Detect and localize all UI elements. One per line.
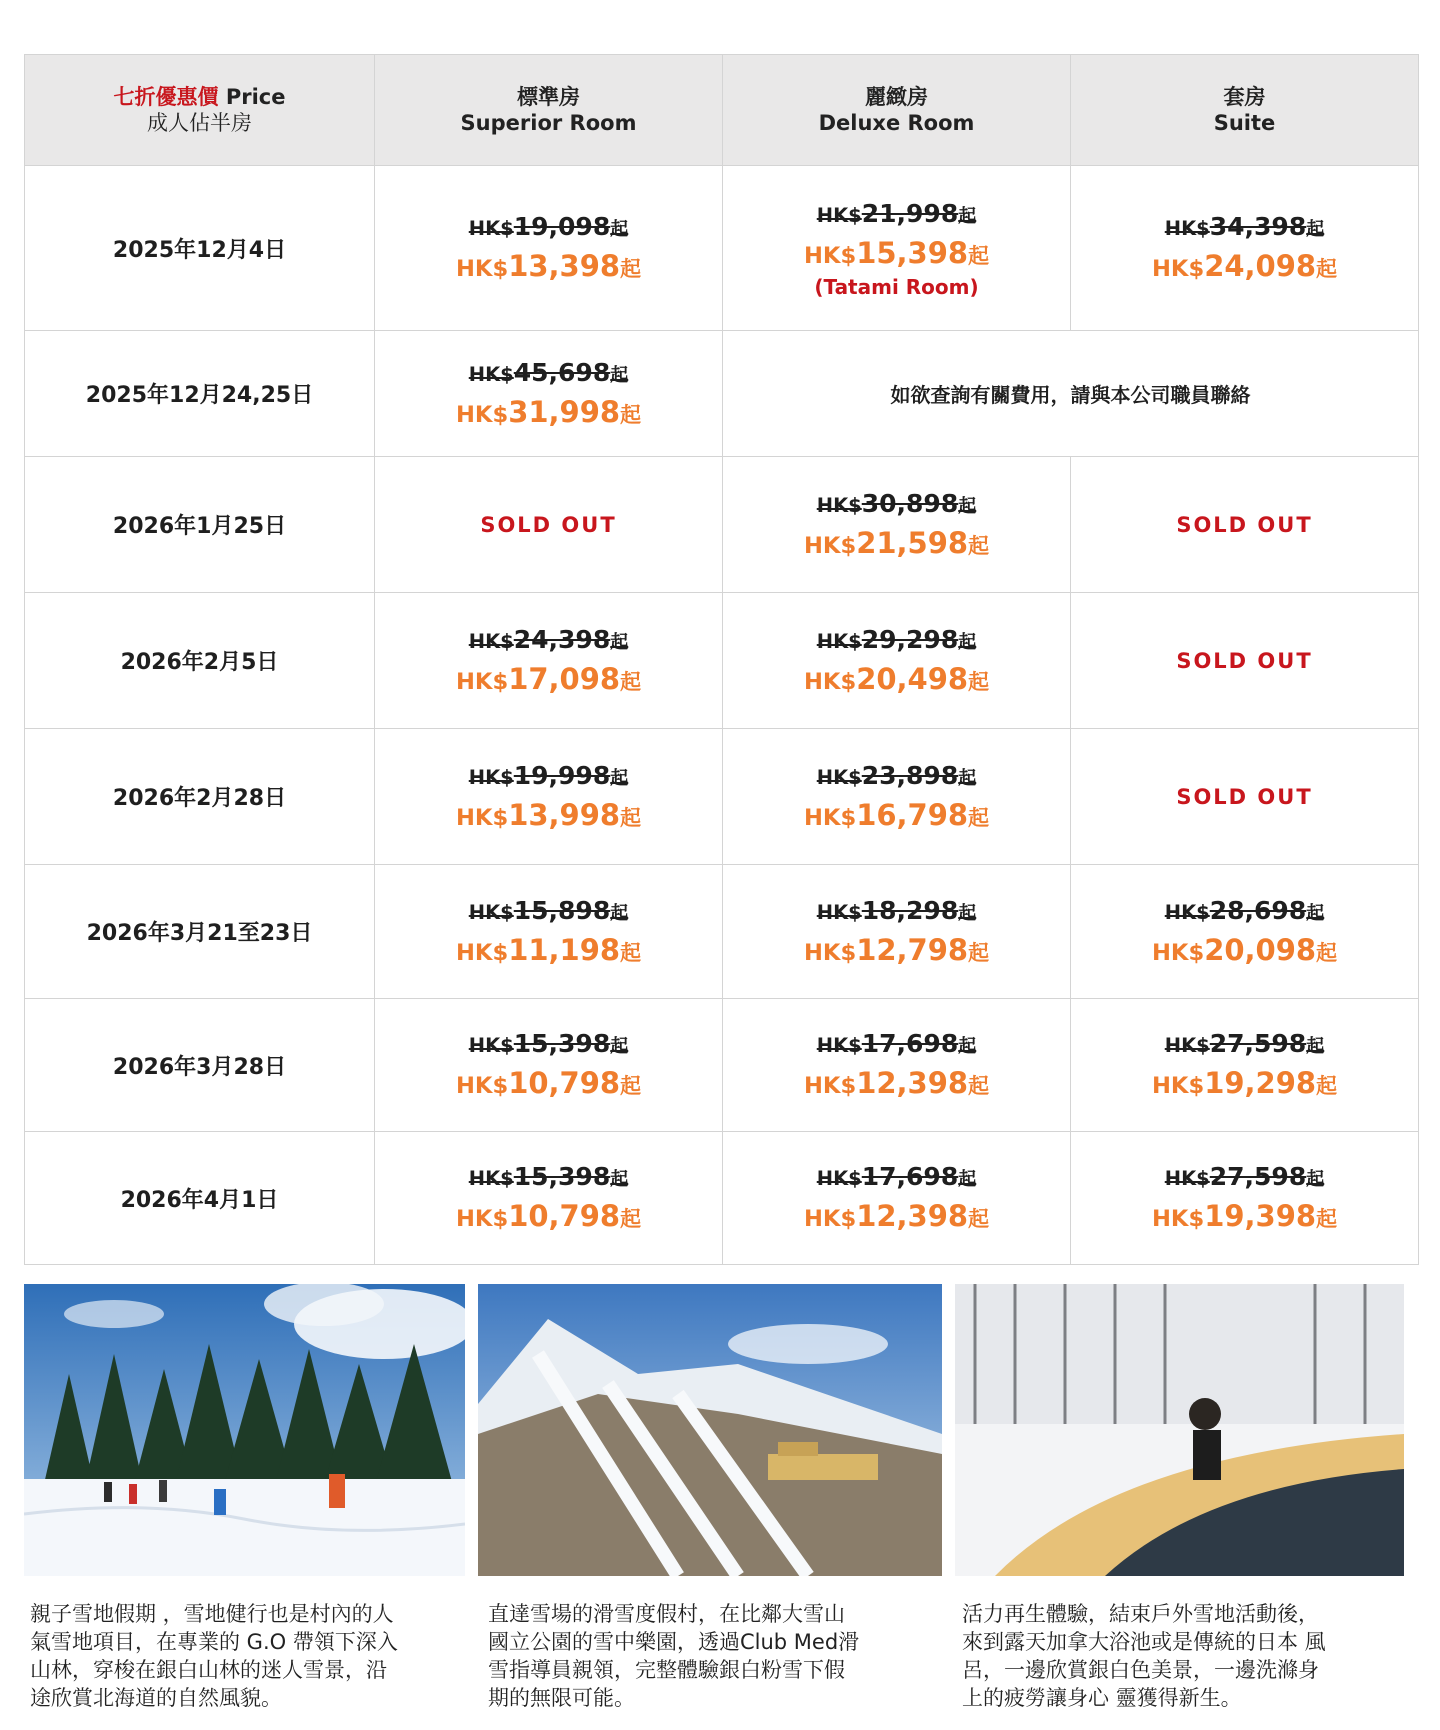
date-cell: 2026年1月25日 (25, 457, 375, 593)
price-cell-deluxe (723, 166, 1071, 331)
room-name-en: Superior Room (460, 111, 637, 135)
price-table (24, 54, 1419, 1265)
original-price: HK$23,898起 (816, 760, 977, 790)
date-cell: 2026年3月28日 (25, 999, 375, 1132)
caption-line: 來到露天加拿大浴池或是傳統的日本 風 (962, 1630, 1326, 1654)
caption-line: 山林，穿梭在銀白山林的迷人雪景，沿 (30, 1658, 387, 1682)
hot-tub-illustration (955, 1284, 1404, 1576)
original-price: HK$15,398起 (468, 1029, 629, 1058)
price-sub-label: 成人佔半房 (147, 111, 252, 135)
price-cell-suite (1071, 999, 1419, 1132)
discount-price: HK$15,398起 (804, 236, 989, 270)
price-cell-deluxe (723, 593, 1071, 729)
discount-price: HK$19,298起 (1152, 1066, 1337, 1100)
original-price: HK$17,698起 (816, 1029, 977, 1058)
caption-line: 親子雪地假期 ，雪地健行也是村內的人 (30, 1602, 394, 1626)
original-price: HK$34,398起 (1164, 212, 1325, 241)
price-cell-superior (375, 729, 723, 865)
original-price: HK$21,998起 (816, 199, 977, 228)
sold-out-label: SOLD OUT (480, 512, 617, 537)
ski-resort-caption (488, 1600, 928, 1712)
original-price: HK$19,998起 (468, 760, 629, 790)
price-cell-suite (1071, 593, 1419, 729)
date-cell: 2026年3月21至23日 (25, 865, 375, 999)
discount-price: HK$13,998起 (456, 797, 641, 832)
discount-price: HK$31,998起 (456, 394, 641, 429)
discount-price: HK$20,098起 (1152, 932, 1337, 967)
sold-out-label: SOLD OUT (1176, 784, 1313, 809)
original-price: HK$29,298起 (816, 624, 977, 654)
price-cell-superior (375, 865, 723, 999)
header-price-label (25, 55, 375, 166)
room-note: (Tatami Room) (814, 275, 979, 299)
price-cell-deluxe (723, 1132, 1071, 1265)
date-cell: 2025年12月4日 (25, 166, 375, 331)
discount-price: HK$21,598起 (804, 525, 989, 560)
price-cell-suite (1071, 729, 1419, 865)
original-price: HK$27,598起 (1164, 1162, 1325, 1191)
room-name-en: Suite (1213, 111, 1276, 135)
hot-tub-photo (955, 1284, 1404, 1576)
original-price: HK$19,098起 (468, 212, 629, 241)
discount-price: HK$12,398起 (804, 1066, 989, 1100)
original-price: HK$45,698起 (468, 357, 629, 387)
price-label-en: Price (218, 85, 286, 109)
caption-line: 氣雪地項目，在專業的 G.O 帶領下深入 (30, 1630, 398, 1654)
price-cell-deluxe (723, 865, 1071, 999)
room-name-zh: 麗緻房 (865, 85, 928, 109)
table-row (25, 331, 1419, 457)
price-cell-deluxe (723, 729, 1071, 865)
discount-price: HK$11,198起 (456, 932, 641, 967)
price-cell-suite (1071, 1132, 1419, 1265)
price-cell-suite (1071, 457, 1419, 593)
sold-out-label: SOLD OUT (1176, 648, 1313, 673)
date-cell: 2026年4月1日 (25, 1132, 375, 1265)
original-price: HK$17,698起 (816, 1162, 977, 1191)
discount-price: HK$13,398起 (456, 249, 641, 283)
ski-resort-photo (478, 1284, 942, 1576)
room-name-zh: 套房 (1223, 85, 1266, 109)
discount-price: HK$10,798起 (456, 1066, 641, 1100)
price-cell-deluxe (723, 999, 1071, 1132)
table-row (25, 865, 1419, 999)
table-row (25, 999, 1419, 1132)
price-cell-suite (1071, 865, 1419, 999)
room-name-zh: 標準房 (517, 85, 580, 109)
table-row (25, 457, 1419, 593)
price-label-red: 七折優惠價 (113, 85, 219, 109)
price-cell-superior (375, 331, 723, 457)
caption-line: 國立公園的雪中樂園，透過Club Med滑 (488, 1630, 860, 1654)
discount-price: HK$24,098起 (1152, 249, 1337, 283)
table-row (25, 593, 1419, 729)
date-cell: 2025年12月24,25日 (25, 331, 375, 457)
original-price: HK$27,598起 (1164, 1029, 1325, 1058)
discount-price: HK$20,498起 (804, 661, 989, 696)
original-price: HK$24,398起 (468, 624, 629, 654)
discount-price: HK$12,798起 (804, 932, 989, 967)
original-price: HK$15,898起 (468, 895, 629, 925)
original-price: HK$30,898起 (816, 488, 977, 518)
price-cell-superior (375, 1132, 723, 1265)
hot-tub-caption (962, 1600, 1402, 1712)
original-price: HK$18,298起 (816, 895, 977, 925)
date-cell: 2026年2月5日 (25, 593, 375, 729)
caption-line: 直達雪場的滑雪度假村，在比鄰大雪山 (488, 1602, 845, 1626)
ski-resort-illustration (478, 1284, 942, 1576)
discount-price: HK$10,798起 (456, 1199, 641, 1233)
price-cell-superior (375, 999, 723, 1132)
caption-line: 雪指導員親領，完整體驗銀白粉雪下假 (488, 1658, 845, 1682)
snow-trekking-illustration (24, 1284, 465, 1576)
caption-line: 途欣賞北海道的自然風貌。 (30, 1686, 282, 1710)
price-cell-suite (1071, 166, 1419, 331)
discount-price: HK$17,098起 (456, 661, 641, 696)
price-cell-superior (375, 166, 723, 331)
header-superior-room (375, 55, 723, 166)
snow-trekking-photo (24, 1284, 465, 1576)
room-name-en: Deluxe Room (818, 111, 975, 135)
discount-price: HK$16,798起 (804, 797, 989, 832)
price-cell-deluxe (723, 457, 1071, 593)
price-cell-superior (375, 593, 723, 729)
caption-line: 活力再生體驗，結束戶外雪地活動後， (962, 1602, 1319, 1626)
caption-line: 呂，一邊欣賞銀白色美景，一邊洗滌身 (962, 1658, 1319, 1682)
table-row (25, 166, 1419, 331)
header-suite (1071, 55, 1419, 166)
table-header-row (25, 55, 1419, 166)
price-cell-superior (375, 457, 723, 593)
snow-trekking-caption (30, 1600, 460, 1712)
date-cell: 2026年2月28日 (25, 729, 375, 865)
contact-staff-notice: 如欲查詢有關費用，請與本公司職員聯絡 (723, 331, 1419, 457)
header-deluxe-room (723, 55, 1071, 166)
sold-out-label: SOLD OUT (1176, 512, 1313, 537)
original-price: HK$28,698起 (1164, 895, 1325, 925)
caption-line: 上的疲勞讓身心 靈獲得新生。 (962, 1686, 1242, 1710)
table-row (25, 1132, 1419, 1265)
caption-line: 期的無限可能。 (488, 1686, 635, 1710)
discount-price: HK$19,398起 (1152, 1199, 1337, 1233)
original-price: HK$15,398起 (468, 1162, 629, 1191)
discount-price: HK$12,398起 (804, 1199, 989, 1233)
table-row (25, 729, 1419, 865)
